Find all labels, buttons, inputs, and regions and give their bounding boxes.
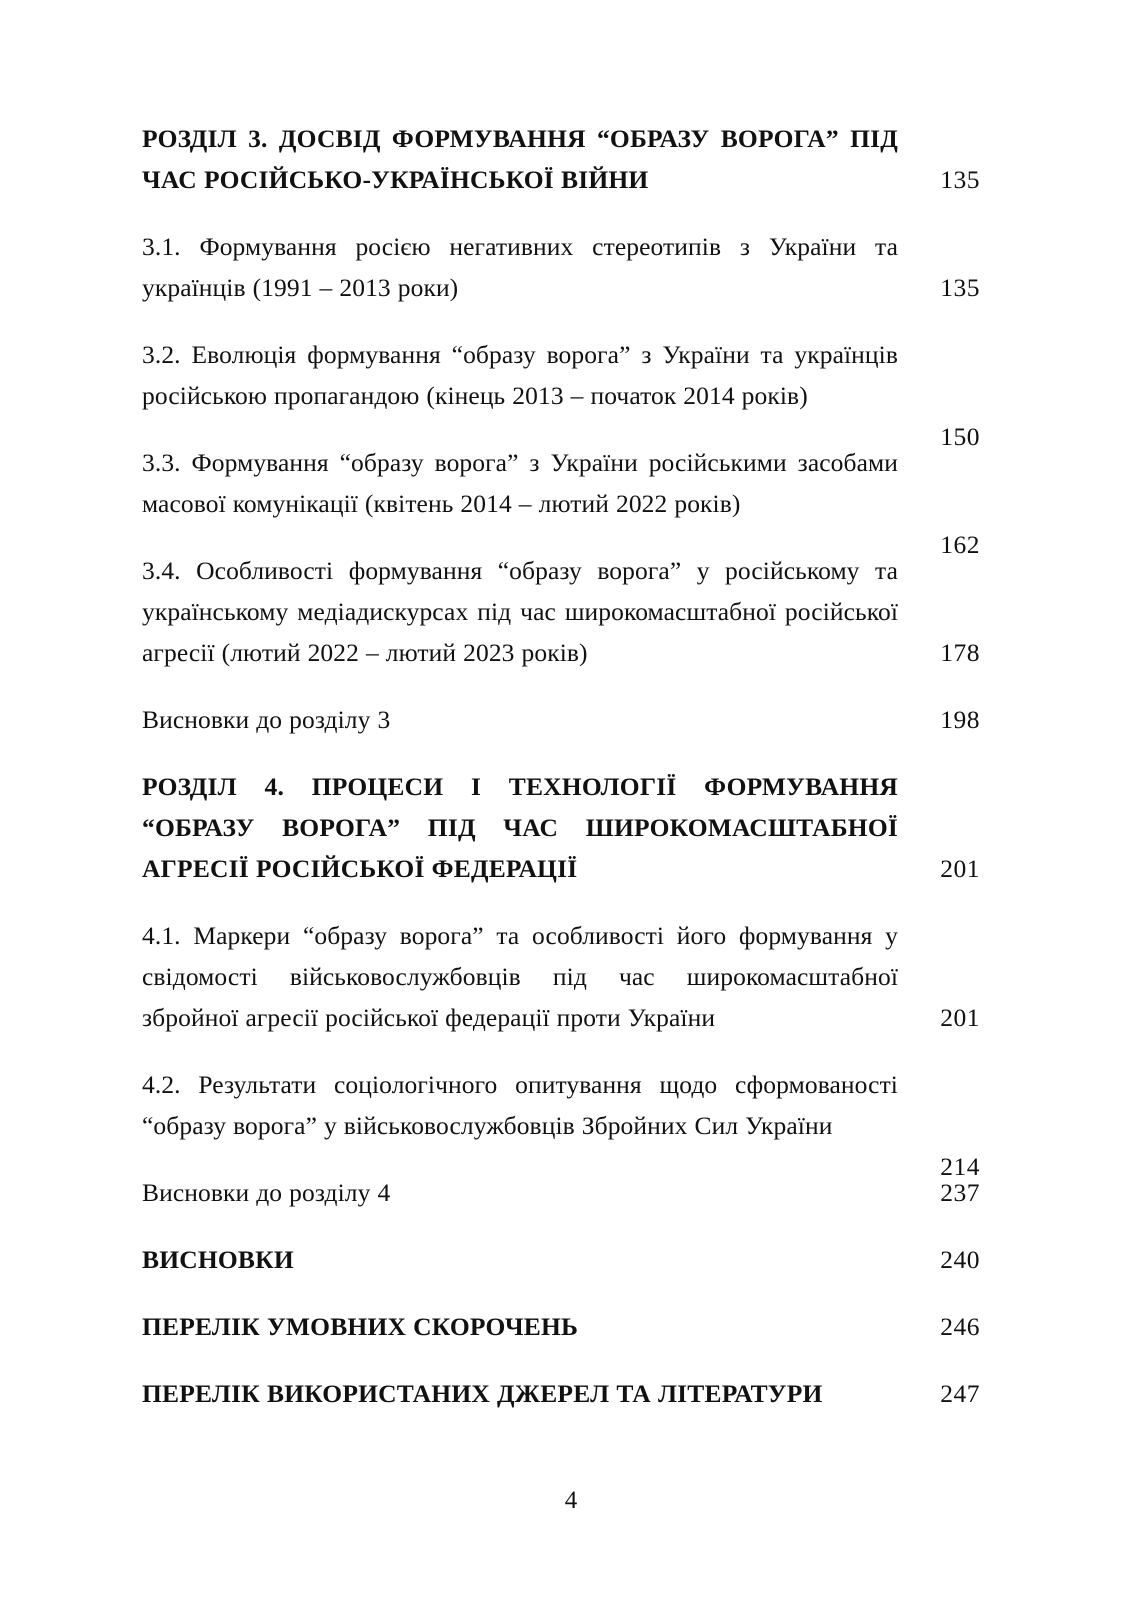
toc-page-number: 178 bbox=[940, 638, 980, 667]
toc-page-number: 247 bbox=[940, 1379, 980, 1408]
table-of-contents bbox=[142, 118, 980, 1414]
toc-entry[interactable] bbox=[142, 1306, 980, 1347]
toc-entry[interactable] bbox=[142, 334, 980, 451]
toc-entry[interactable] bbox=[142, 915, 980, 1038]
toc-entry[interactable] bbox=[142, 442, 980, 559]
toc-page-number: 246 bbox=[940, 1312, 980, 1341]
toc-entry-title: РОЗДІЛ 3. ДОСВІД ФОРМУВАННЯ “ОБРАЗУ ВОРОГА” ПІД ЧАС РОСІЙСЬКО-УКРАЇНСЬКОЇ ВІЙНИ bbox=[142, 124, 898, 194]
toc-entry[interactable] bbox=[142, 550, 980, 673]
toc-page-number: 201 bbox=[940, 1003, 980, 1032]
toc-entry-title: 3.3. Формування “образу ворога” з України російськими засобами масової комунікації (квітень 2014 – лютий 2022 років) bbox=[142, 448, 898, 518]
toc-page-number: 240 bbox=[940, 1245, 980, 1274]
toc-entry-title: ВИСНОВКИ bbox=[142, 1245, 294, 1274]
toc-page-number: 198 bbox=[940, 705, 980, 734]
toc-page-number: 162 bbox=[940, 530, 980, 559]
toc-page-number: 214 bbox=[940, 1152, 980, 1181]
toc-entry-title: 4.1. Маркери “образу ворога” та особливості його формування у свідомості військовослужбовців під час широкомасштабної збройної агресії російської федерації проти України bbox=[142, 921, 898, 1032]
toc-entry[interactable] bbox=[142, 766, 980, 889]
toc-entry-title: РОЗДІЛ 4. ПРОЦЕСИ І ТЕХНОЛОГІЇ ФОРМУВАННЯ “ОБРАЗУ ВОРОГА” ПІД ЧАС ШИРОКОМАСШТАБНОЇ АГРЕСІЇ РОСІЙСЬКОЇ ФЕДЕРАЦІЇ bbox=[142, 772, 898, 883]
toc-entry[interactable] bbox=[142, 118, 980, 200]
page-folio: 4 bbox=[564, 1487, 578, 1514]
toc-entry-title: 3.2. Еволюція формування “образу ворога” з України та українців російською пропагандою (кінець 2013 – початок 2014 років) bbox=[142, 340, 898, 410]
toc-entry-title: 3.1. Формування росією негативних стереотипів з України та українців (1991 – 2013 роки) bbox=[142, 232, 898, 302]
toc-page-number: 135 bbox=[940, 273, 980, 302]
toc-page-number: 201 bbox=[940, 854, 980, 883]
toc-page-number: 135 bbox=[940, 165, 980, 194]
toc-entry-title: Висновки до розділу 3 bbox=[142, 705, 391, 734]
toc-entry-title: ПЕРЕЛІК ВИКОРИСТАНИХ ДЖЕРЕЛ ТА ЛІТЕРАТУРИ bbox=[142, 1379, 823, 1408]
toc-entry[interactable] bbox=[142, 1373, 980, 1414]
toc-page-number: 237 bbox=[940, 1178, 980, 1207]
toc-entry[interactable] bbox=[142, 1239, 980, 1280]
toc-entry-title: Висновки до розділу 4 bbox=[142, 1178, 391, 1207]
toc-entry-title: 3.4. Особливості формування “образу ворога” у російському та українському медіадискурсах під час широкомасштабної російської агресії (лютий 2022 – лютий 2023 років) bbox=[142, 556, 898, 667]
toc-entry[interactable] bbox=[142, 1172, 980, 1213]
toc-entry-title: 4.2. Результати соціологічного опитування щодо сформованості “образу ворога” у військовослужбовців Збройних Сил України bbox=[142, 1070, 898, 1140]
toc-entry[interactable] bbox=[142, 1064, 980, 1181]
toc-page-number: 150 bbox=[940, 422, 980, 451]
toc-entry[interactable] bbox=[142, 699, 980, 740]
toc-entry[interactable] bbox=[142, 226, 980, 308]
toc-entry-title: ПЕРЕЛІК УМОВНИХ СКОРОЧЕНЬ bbox=[142, 1312, 579, 1341]
